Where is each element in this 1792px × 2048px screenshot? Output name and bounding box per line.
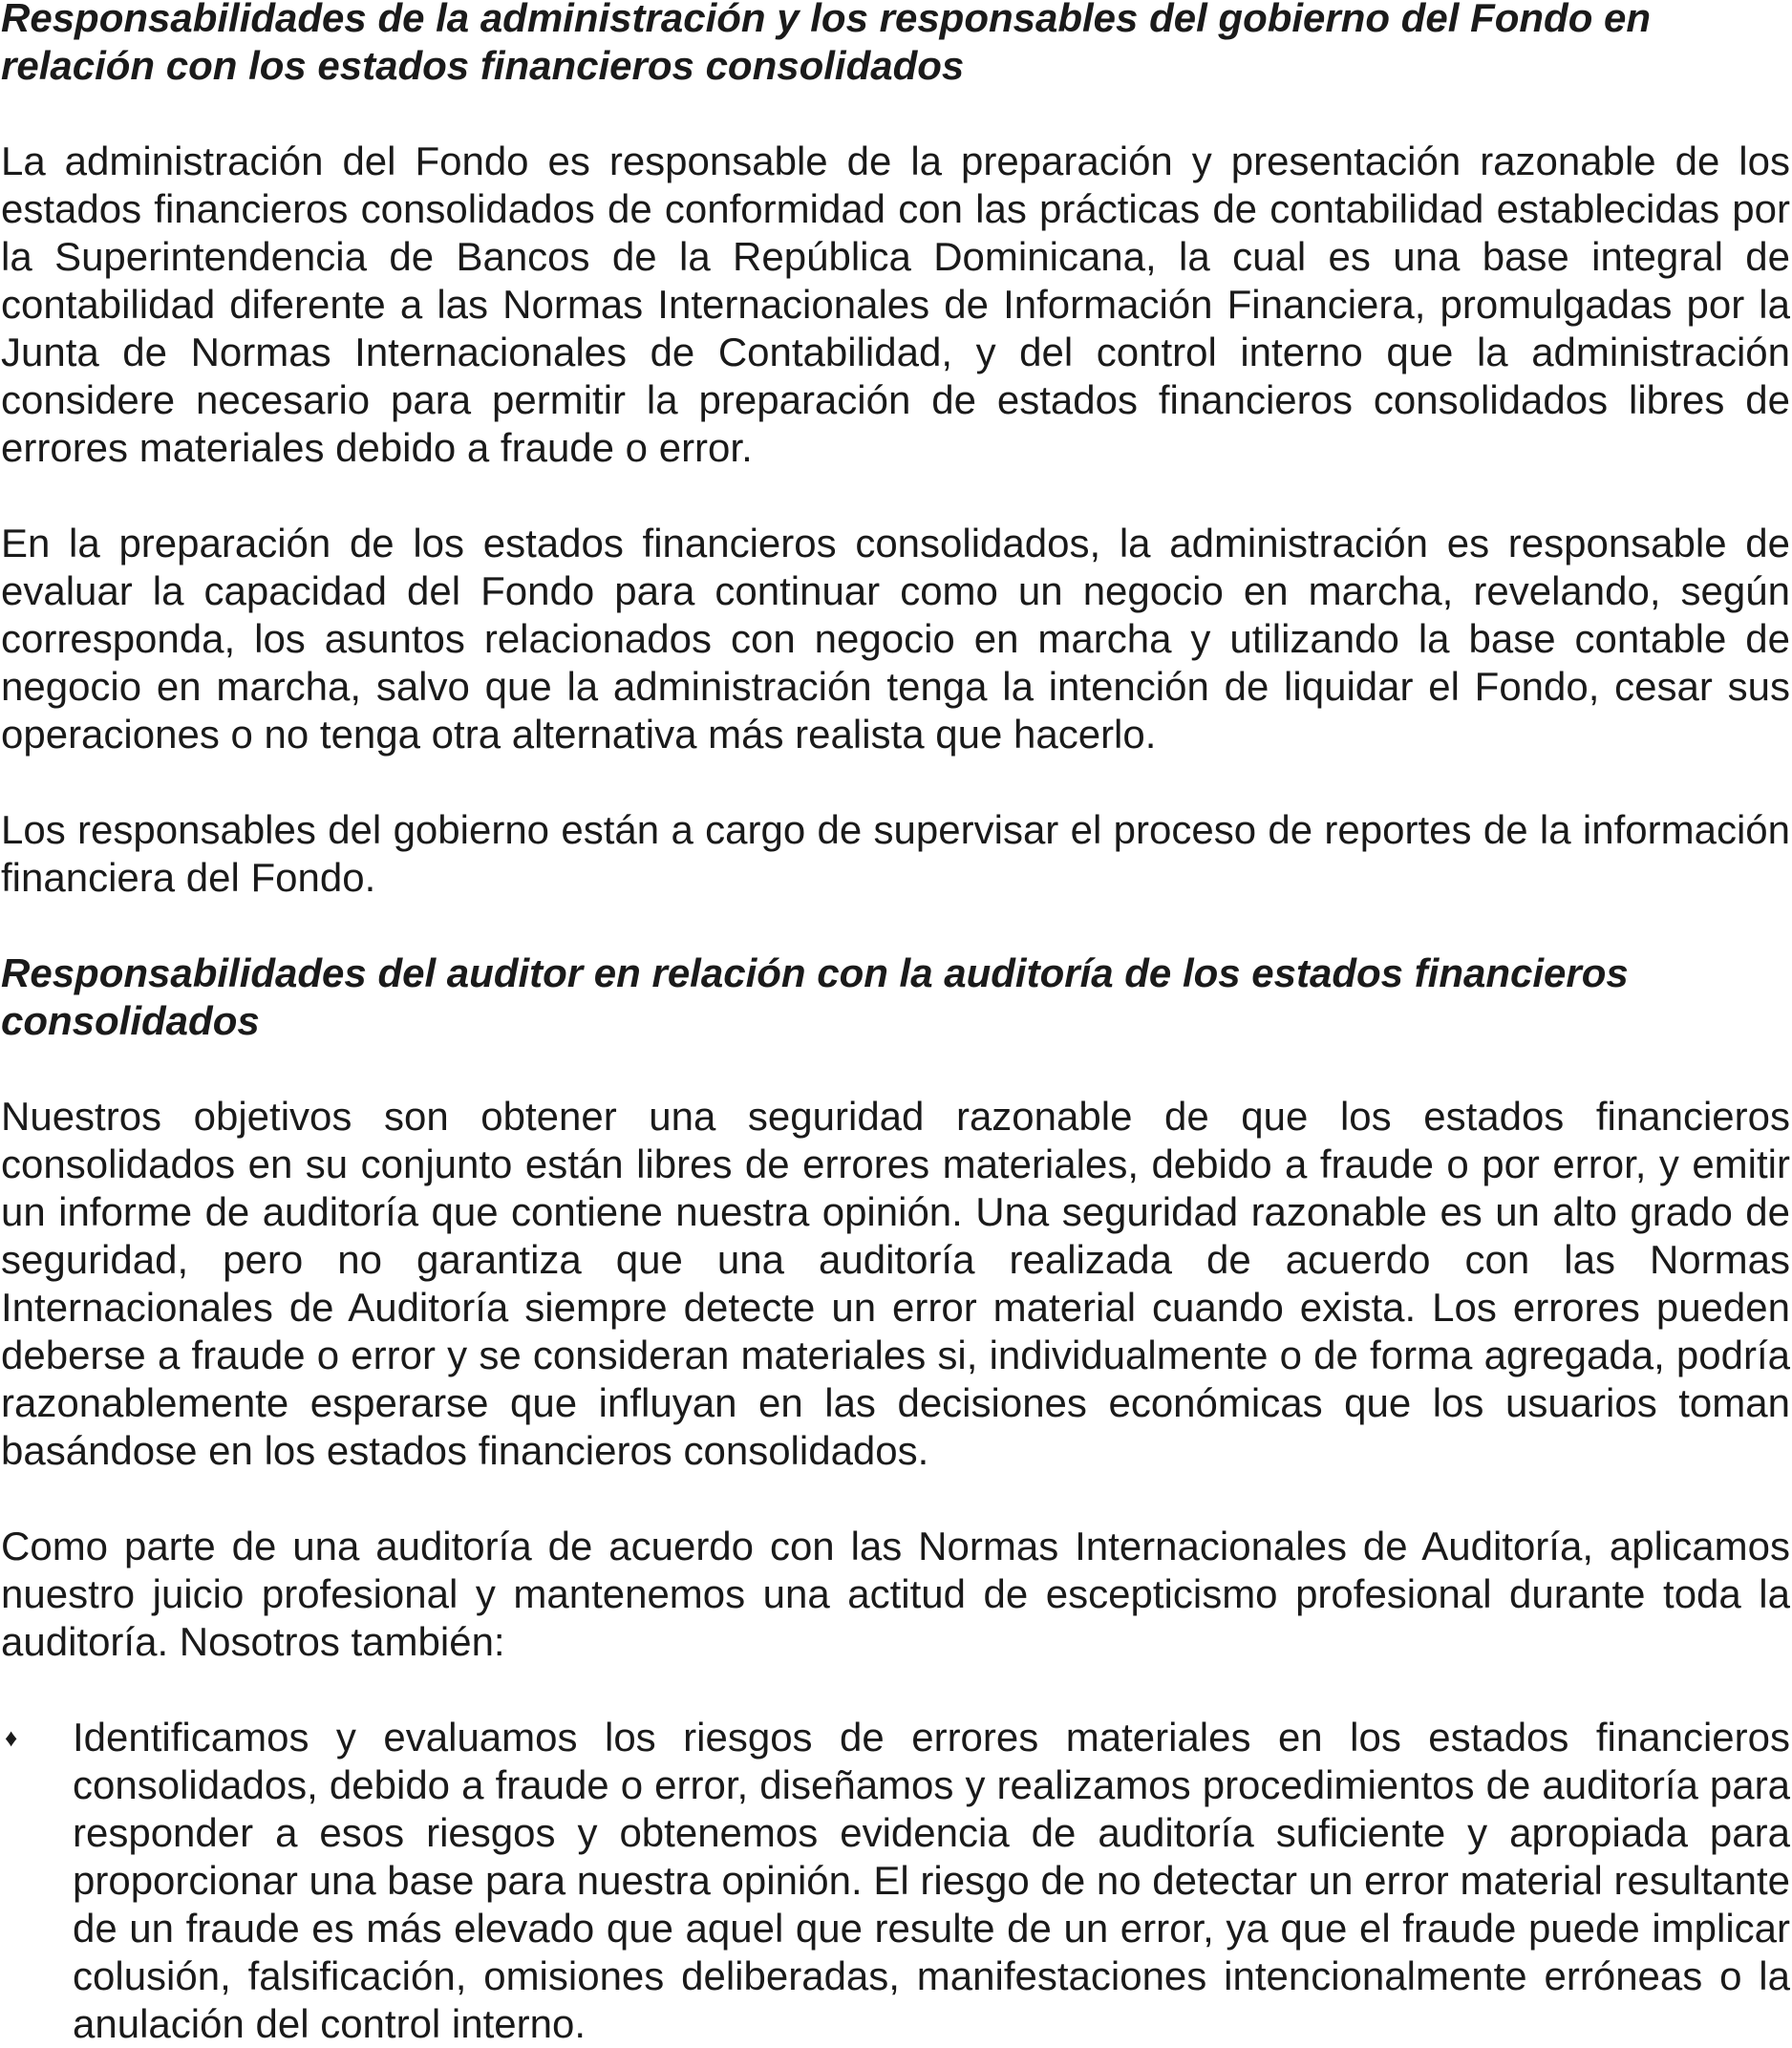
paragraph-management-preparation: La administración del Fondo es responsable de la preparación y presentación razonable de los estados financieros consolidados de conformidad con las prácticas de contabilidad establecidas por la Superintendencia de Bancos de la República Dominicana, la cual es una base integral de contabilidad diferente a las Normas Internacionales de Información Financiera, promulgadas por la Junta de Normas Internacionales de Contabilidad, y del control interno que la administración considere necesario para permitir la preparación de estados financieros consolidados libres de errores materiales debido a fraude o error. [1,139,1790,470]
section-heading-management-responsibilities: Responsabilidades de la administración y los responsables del gobierno del Fondo en relación con los estados financieros consolidados [1,0,1652,88]
spacer [1,1666,1790,1714]
paragraph-professional-judgment: Como parte de una auditoría de acuerdo con las Normas Internacionales de Auditoría, aplicamos nuestro juicio profesional y mantenemos una actitud de escepticismo profesional durante toda la auditoría. Nosotros también: [1,1524,1790,1664]
document-content [1,0,1790,2048]
paragraph-governance-oversight: Los responsables del gobierno están a cargo de supervisar el proceso de reportes de la información financiera del Fondo. [1,807,1790,900]
list-item-text: Identificamos y evaluamos los riesgos de errores materiales en los estados financieros consolidados, debido a fraude o error, diseñamos y realizamos procedimientos de auditoría para responder a esos riesgos y obtenemos evidencia de auditoría suficiente y apropiada para proporcionar una base para nuestra opinión. El riesgo de no detectar un error material resultante de un fraude es más elevado que aquel que resulte de un error, ya que el fraude puede implicar colusión, falsificación, omisiones deliberadas, manifestaciones intencionalmente erróneas o la anulación del control interno. [73,1715,1790,2046]
diamond-bullet-icon: ♦ [5,1723,18,1752]
spacer [1,90,1790,138]
spacer [1,1045,1790,1093]
section-heading-auditor-responsibilities: Responsabilidades del auditor en relación con la auditoría de los estados financieros consolidados [1,950,1629,1043]
paragraph-going-concern: En la preparación de los estados financieros consolidados, la administración es responsable de evaluar la capacidad del Fondo para continuar como un negocio en marcha, revelando, según corresponda, los asuntos relacionados con negocio en marcha y utilizando la base contable de negocio en marcha, salvo que la administración tenga la intención de liquidar el Fondo, cesar sus operaciones o no tenga otra alternativa más realista que hacerlo. [1,521,1790,757]
list-item-risk-identification [1,1714,1790,2048]
spacer [1,758,1790,806]
spacer [1,902,1790,949]
spacer [1,472,1790,520]
paragraph-audit-objectives: Nuestros objetivos son obtener una seguridad razonable de que los estados financieros consolidados en su conjunto están libres de errores materiales, debido a fraude o por error, y emitir un informe de auditoría que contiene nuestra opinión. Una seguridad razonable es un alto grado de seguridad, pero no garantiza que una auditoría realizada de acuerdo con las Normas Internacionales de Auditoría siempre detecte un error material cuando exista. Los errores pueden deberse a fraude o error y se consideran materiales si, individualmente o de forma agregada, podría razonablemente esperarse que influyan en las decisiones económicas que los usuarios toman basándose en los estados financieros consolidados. [1,1094,1790,1473]
spacer [1,1475,1790,1523]
